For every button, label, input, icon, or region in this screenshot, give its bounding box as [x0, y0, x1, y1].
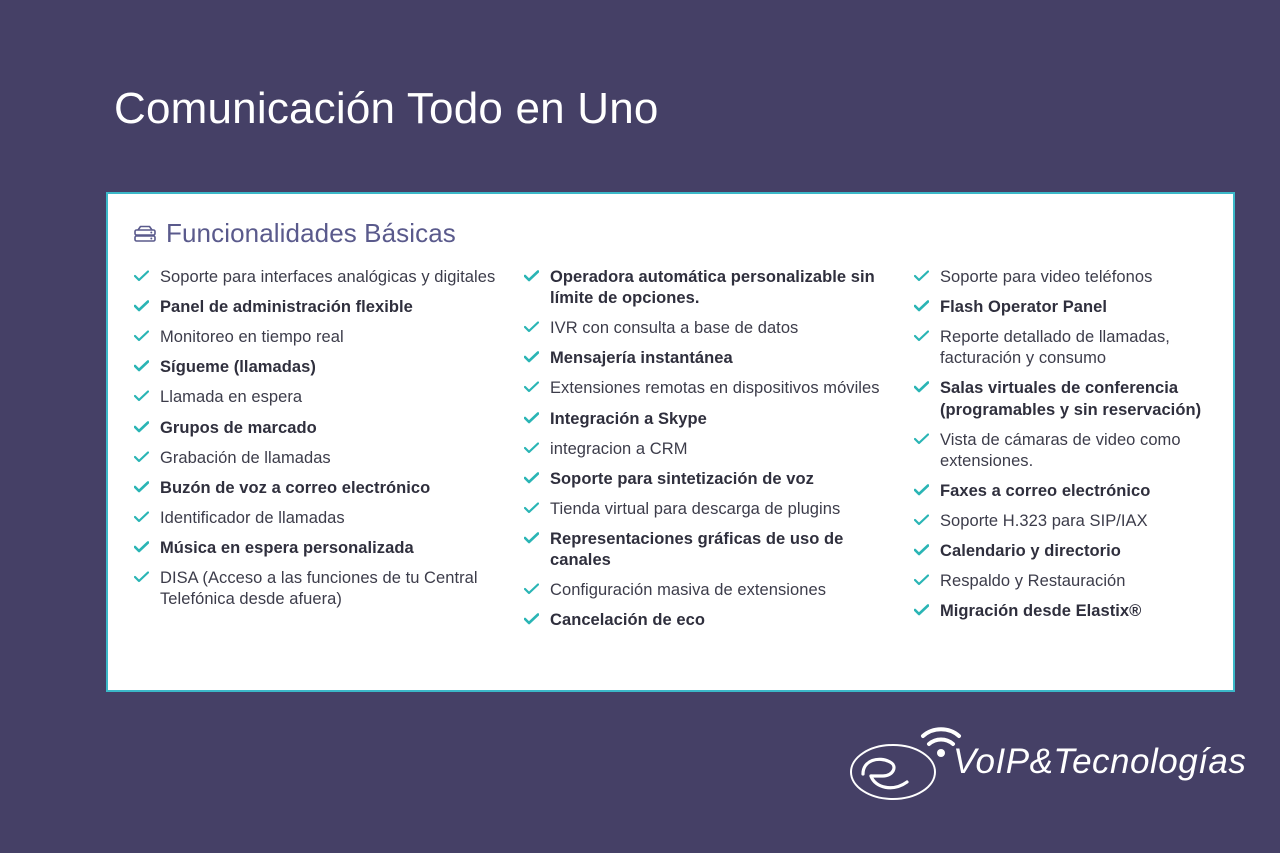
feature-text: Panel de administración flexible — [160, 298, 413, 317]
feature-text: integracion a CRM — [550, 439, 688, 458]
brand-name: VoIP&Tecnologías — [953, 742, 1247, 781]
list-item — [134, 267, 512, 288]
list-item — [524, 348, 902, 369]
feature-text: Grupos de marcado — [160, 418, 317, 437]
list-item — [914, 601, 1232, 622]
list-item — [134, 297, 512, 318]
check-icon — [134, 508, 150, 523]
feature-text: Salas virtuales de conferencia (programables y sin reservación) — [940, 379, 1202, 419]
list-item — [134, 387, 512, 408]
feature-text: Faxes a correo electrónico — [940, 481, 1151, 500]
check-icon — [134, 327, 150, 342]
check-icon — [524, 439, 540, 454]
feature-text: IVR con consulta a base de datos — [550, 319, 799, 338]
feature-text: Representaciones gráficas de uso de canales — [550, 529, 844, 570]
check-icon — [914, 430, 930, 445]
list-item — [914, 430, 1232, 472]
check-icon — [914, 571, 930, 586]
check-icon — [134, 297, 150, 312]
list-item — [524, 499, 902, 520]
check-icon — [524, 610, 540, 625]
check-icon — [524, 378, 540, 393]
feature-text: Operadora automática personalizable sin límite de opciones. — [550, 268, 875, 308]
list-item — [914, 511, 1232, 532]
list-item — [524, 469, 902, 490]
feature-text: Llamada en espera — [160, 388, 303, 407]
list-item — [914, 541, 1232, 562]
check-icon — [524, 267, 540, 282]
list-item — [524, 529, 902, 571]
list-item — [134, 448, 512, 469]
feature-text: DISA (Acceso a las funciones de tu Central Telefónica desde afuera) — [160, 569, 478, 609]
check-icon — [134, 538, 150, 553]
list-item — [134, 418, 512, 439]
feature-text: Sígueme (llamadas) — [160, 358, 316, 377]
panel-heading: Funcionalidades Básicas — [166, 218, 456, 248]
feature-text: Respaldo y Restauración — [940, 572, 1126, 591]
feature-text: Mensajería instantánea — [550, 349, 733, 368]
check-icon — [914, 601, 930, 616]
list-item — [524, 267, 902, 309]
check-icon — [914, 541, 930, 556]
feature-text: Soporte H.323 para SIP/IAX — [940, 511, 1148, 530]
list-item — [914, 267, 1232, 288]
page-title: Comunicación Todo en Uno — [114, 84, 659, 133]
feature-text: Música en espera personalizada — [160, 538, 414, 557]
check-icon — [524, 318, 540, 333]
list-item — [914, 327, 1232, 369]
server-icon — [134, 225, 156, 243]
feature-text: Monitoreo en tiempo real — [160, 328, 344, 347]
features-panel — [106, 192, 1235, 692]
list-item — [914, 297, 1232, 318]
check-icon — [134, 357, 150, 372]
check-icon — [524, 409, 540, 424]
feature-text: Extensiones remotas en dispositivos móviles — [550, 379, 880, 398]
list-item — [134, 327, 512, 348]
features-column-2 — [524, 267, 914, 640]
feature-text: Grabación de llamadas — [160, 448, 331, 467]
check-icon — [524, 580, 540, 595]
feature-text: Migración desde Elastix® — [940, 602, 1142, 621]
features-column-3 — [914, 267, 1244, 640]
check-icon — [914, 297, 930, 312]
list-item — [524, 610, 902, 631]
check-icon — [134, 568, 150, 583]
list-item — [134, 508, 512, 529]
check-icon — [524, 348, 540, 363]
feature-text: Reporte detallado de llamadas, facturación y consumo — [940, 328, 1170, 368]
list-item — [134, 357, 512, 378]
feature-text: Integración a Skype — [550, 409, 707, 428]
list-item — [524, 580, 902, 601]
list-item — [524, 409, 902, 430]
feature-text: Flash Operator Panel — [940, 298, 1107, 317]
panel-header — [134, 218, 1207, 249]
check-icon — [914, 378, 930, 393]
check-icon — [524, 469, 540, 484]
feature-text: Identificador de llamadas — [160, 508, 345, 527]
list-item — [914, 571, 1232, 592]
check-icon — [914, 511, 930, 526]
check-icon — [134, 418, 150, 433]
brand-logo — [845, 712, 1247, 807]
features-column-1 — [134, 267, 524, 640]
feature-text: Configuración masiva de extensiones — [550, 581, 826, 600]
check-icon — [524, 529, 540, 544]
list-item — [524, 378, 902, 399]
feature-text: Soporte para sintetización de voz — [550, 469, 814, 488]
feature-text: Calendario y directorio — [940, 542, 1121, 561]
list-item — [134, 538, 512, 559]
list-item — [524, 439, 902, 460]
features-columns — [134, 267, 1207, 640]
list-item — [914, 481, 1232, 502]
check-icon — [134, 267, 150, 282]
list-item — [134, 568, 512, 610]
check-icon — [134, 478, 150, 493]
feature-text: Vista de cámaras de video como extensiones. — [940, 430, 1181, 470]
check-icon — [914, 267, 930, 282]
check-icon — [134, 387, 150, 402]
check-icon — [134, 448, 150, 463]
check-icon — [914, 327, 930, 342]
list-item — [134, 478, 512, 499]
feature-text: Buzón de voz a correo electrónico — [160, 478, 431, 497]
feature-text: Soporte para video teléfonos — [940, 268, 1153, 286]
check-icon — [914, 481, 930, 496]
list-item — [914, 378, 1232, 420]
list-item — [524, 318, 902, 339]
feature-text: Cancelación de eco — [550, 611, 705, 630]
check-icon — [524, 499, 540, 514]
feature-text: Tienda virtual para descarga de plugins — [550, 499, 841, 518]
feature-text: Soporte para interfaces analógicas y digitales — [160, 268, 496, 286]
